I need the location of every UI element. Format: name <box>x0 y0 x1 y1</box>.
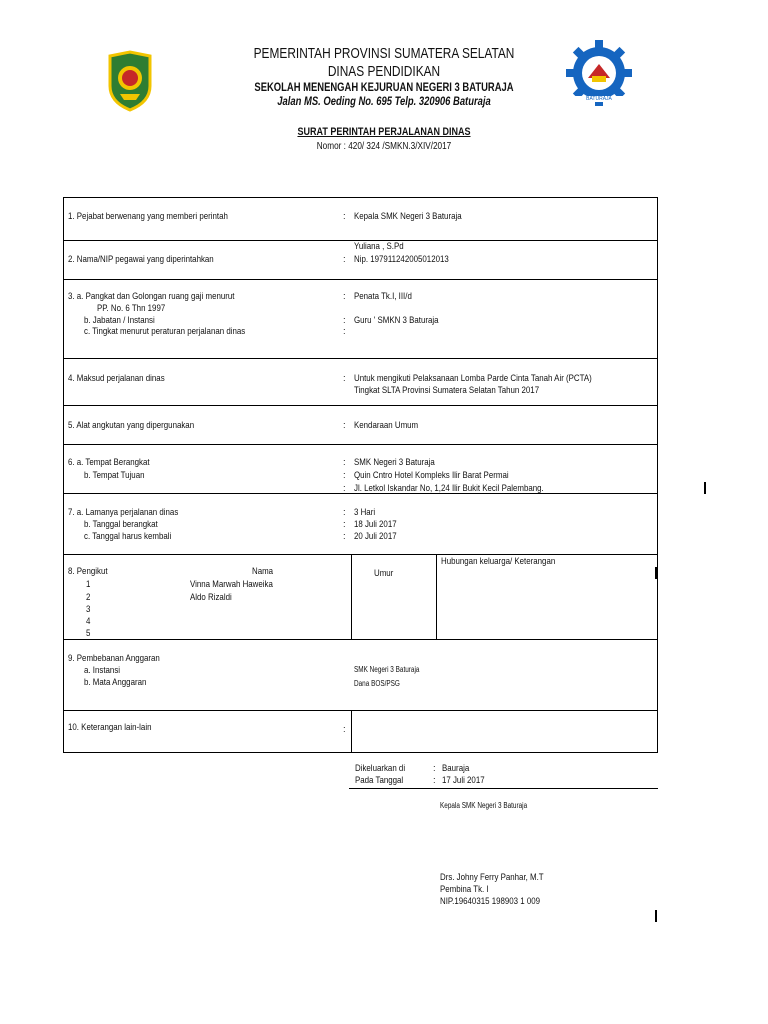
row2-label: 2. Nama/NIP pegawai yang diperintahkan <box>68 254 214 264</box>
header-line-department: DINAS PENDIDIKAN <box>327 64 441 80</box>
issued-at-value: Bauraja <box>442 763 470 773</box>
row7-value-return: 20 Juli 2017 <box>354 531 397 541</box>
row7-value-duration: 3 Hari <box>354 507 376 517</box>
row6-colon-2: : <box>343 470 346 480</box>
row7-label-b: b. Tanggal berangkat <box>84 519 158 529</box>
row8-num-1: 1 <box>86 579 91 589</box>
row9-value-instansi: SMK Negeri 3 Baturaja <box>354 665 420 674</box>
row6-value-destination: Quin Cntro Hotel Kompleks Ilir Barat Permai <box>354 470 509 480</box>
row3-colon-b: : <box>343 315 346 325</box>
row8-num-4: 4 <box>86 616 91 626</box>
row3-colon-a: : <box>343 291 346 301</box>
document-number: Nomor : 420/ 324 /SMKN.3/XIV/2017 <box>316 141 452 152</box>
row1-label: 1. Pejabat berwenang yang memberi perintah <box>68 211 228 221</box>
row2-value-nip: Nip. 197911242005012013 <box>354 254 449 264</box>
row1-value: Kepala SMK Negeri 3 Baturaja <box>354 211 462 221</box>
row3-colon-c: : <box>343 326 346 336</box>
row9-value-anggaran: Dana BOS/PSG <box>354 679 400 688</box>
row2-value-name: Yuliana , S.Pd <box>354 241 404 251</box>
row8-col-nama: Nama <box>252 566 274 576</box>
signer-rank: Pembina Tk. I <box>440 884 489 894</box>
row3-label-a2: PP. No. 6 Thn 1997 <box>97 303 166 313</box>
row6-colon-1: : <box>343 457 346 467</box>
row1-colon: : <box>343 211 346 221</box>
row7-colon-c: : <box>343 531 346 541</box>
signer-nip: NIP.19640315 198903 1 009 <box>440 896 541 906</box>
row8-name-2: Aldo Rizaldi <box>190 592 232 602</box>
row4-value-line1: Untuk mengikuti Pelaksanaan Lomba Parde Cinta Tanah Air (PCTA) <box>354 373 592 383</box>
margin-mark <box>655 567 657 579</box>
row6-value-address: Jl. Letkol Iskandar No, 1,24 Ilir Bukit Kecil Palembang. <box>354 483 544 493</box>
row6-label-b: b. Tempat Tujuan <box>84 470 145 480</box>
row3-label-c: c. Tingkat menurut peraturan perjalanan dinas <box>84 326 246 336</box>
travel-order-table <box>63 197 658 753</box>
row3-label-b: b. Jabatan / Instansi <box>84 315 155 325</box>
row4-colon: : <box>343 373 346 383</box>
row10-label: 10. Keterangan lain-lain <box>68 722 152 732</box>
margin-mark <box>655 910 657 922</box>
row7-label-a: 7. a. Lamanya perjalanan dinas <box>68 507 179 517</box>
row7-colon-b: : <box>343 519 346 529</box>
row2-colon: : <box>343 254 346 264</box>
issued-at-label: Dikeluarkan di <box>355 763 406 773</box>
row3-label-a: 3. a. Pangkat dan Golongan ruang gaji menurut <box>68 291 235 301</box>
row8-num-3: 3 <box>86 604 91 614</box>
row8-label: 8. Pengikut <box>68 566 108 576</box>
signer-name: Drs. Johny Ferry Panhar, M.T <box>440 872 544 882</box>
row8-num-5: 5 <box>86 628 91 638</box>
row10-colon: : <box>343 724 346 734</box>
row4-value-line2: Tingkat SLTA Provinsi Sumatera Selatan Tahun 2017 <box>354 385 540 395</box>
row3-value-position: Guru ' SMKN 3 Baturaja <box>354 315 439 325</box>
issued-at-colon: : <box>433 763 436 773</box>
header-line-address: Jalan MS. Oeding No. 695 Telp. 320906 Baturaja <box>277 96 491 108</box>
row6-value-origin: SMK Negeri 3 Baturaja <box>354 457 435 467</box>
header-line-school: SEKOLAH MENENGAH KEJURUAN NEGERI 3 BATURAJA <box>254 82 514 94</box>
margin-mark <box>704 482 706 494</box>
issued-date-value: 17 Juli 2017 <box>442 775 485 785</box>
row4-label: 4. Maksud perjalanan dinas <box>68 373 165 383</box>
row8-col-keterangan: Hubungan keluarga/ Keterangan <box>441 556 556 566</box>
row8-num-2: 2 <box>86 592 91 602</box>
row9-label-b: b. Mata Anggaran <box>84 677 147 687</box>
row8-col-umur: Umur <box>374 568 394 578</box>
row9-label: 9. Pembebanan Anggaran <box>68 653 160 663</box>
row7-colon-a: : <box>343 507 346 517</box>
row7-value-departure: 18 Juli 2017 <box>354 519 397 529</box>
signer-title: Kepala SMK Negeri 3 Baturaja <box>440 801 528 810</box>
row6-label-a: 6. a. Tempat Berangkat <box>68 457 150 467</box>
school-logo-text: BATURAJA <box>566 96 632 102</box>
row8-name-1: Vinna Marwah Haweika <box>190 579 273 589</box>
row6-colon-3: : <box>343 483 346 493</box>
row9-label-a: a. Instansi <box>84 665 121 675</box>
row3-value-rank: Penata Tk.I, III/d <box>354 291 412 301</box>
document-title: SURAT PERINTAH PERJALANAN DINAS <box>297 126 471 138</box>
issued-date-colon: : <box>433 775 436 785</box>
issued-date-label: Pada Tanggal <box>355 775 404 785</box>
row5-colon: : <box>343 420 346 430</box>
row7-label-c: c. Tanggal harus kembali <box>84 531 172 541</box>
row5-label: 5. Alat angkutan yang dipergunakan <box>68 420 195 430</box>
footer-divider <box>349 788 658 789</box>
header-line-government: PEMERINTAH PROVINSI SUMATERA SELATAN <box>253 46 515 62</box>
row5-value: Kendaraan Umum <box>354 420 419 430</box>
